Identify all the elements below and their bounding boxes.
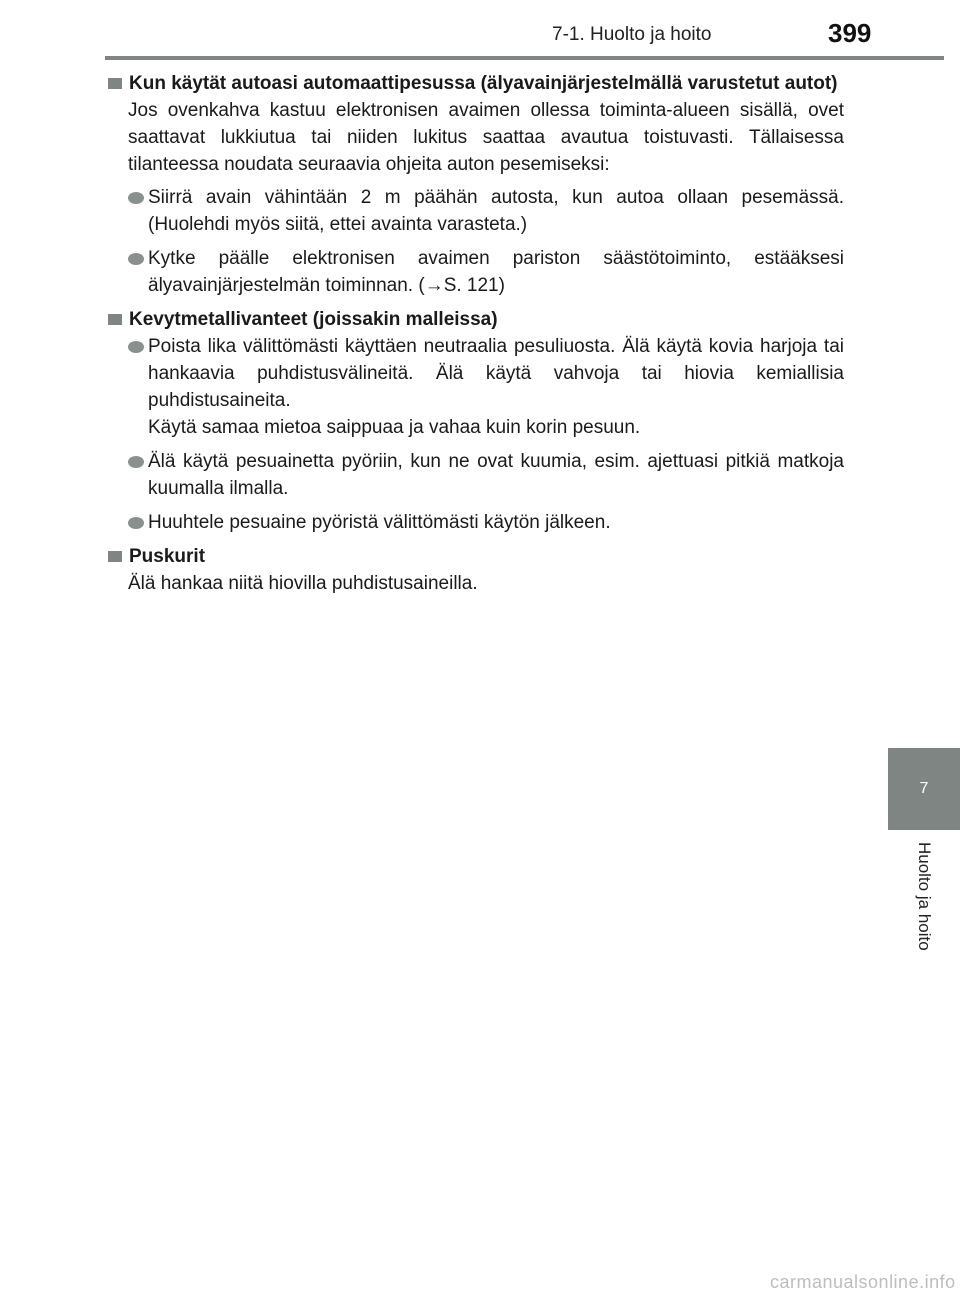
circle-bullet-icon (128, 456, 144, 468)
chapter-title-vertical: Huolto ja hoito (915, 842, 934, 951)
square-bullet-icon (108, 551, 122, 562)
list-item-text: Huuhtele pesuaine pyöristä välittömästi käytön jälkeen. (148, 512, 611, 533)
list-item-text: Siirrä avain vähintään 2 m päähän autosta, kun autoa ollaan pesemässä. (Huolehdi myös siitä, ettei avainta varasteta.) (148, 187, 844, 235)
list-item-text: Kytke päälle elektronisen avaimen pariston säästötoiminto, estääksesi älyavainjärjestelmän toiminnan. (→S. 121) (148, 248, 844, 296)
circle-bullet-icon (128, 192, 144, 204)
header-divider (105, 56, 944, 60)
section-heading (108, 543, 844, 570)
list-item (128, 184, 844, 238)
list-item (128, 509, 844, 536)
list-item-text: Älä käytä pesuainetta pyöriin, kun ne ovat kuumia, esim. ajettuasi pitkiä matkoja kuumalla ilmalla. (148, 451, 844, 499)
circle-bullet-icon (128, 341, 144, 353)
list-item (128, 245, 844, 299)
section-bumpers (108, 543, 844, 597)
chapter-tab[interactable] (888, 748, 960, 830)
square-bullet-icon (108, 314, 122, 325)
section-heading-text: Puskurit (129, 546, 206, 567)
circle-bullet-icon (128, 517, 144, 529)
section-alloy-wheels (108, 306, 844, 536)
list-item (128, 448, 844, 502)
section-heading (108, 306, 844, 333)
section-heading (108, 70, 844, 97)
running-header-section: 7-1. Huolto ja hoito (552, 24, 712, 45)
section-heading-text: Kun käytät autoasi automaattipesussa (älyavainjärjestelmällä varustetut autot) (129, 73, 838, 94)
page-number: 399 (828, 18, 872, 48)
section-paragraph: Älä hankaa niitä hiovilla puhdistusaineilla. (128, 573, 478, 594)
circle-bullet-icon (128, 253, 144, 265)
section-automatic-car-wash (108, 70, 844, 299)
list-item-text: Poista lika välittömästi käyttäen neutraalia pesuliuosta. Älä käytä kovia harjoja tai hankaavia puhdistusvälineitä. Älä käytä vahvoja tai hiovia kemiallisia puhdistusaineita. Käytä samaa mietoa saippuaa ja vahaa kuin korin pesuun. (148, 336, 844, 438)
list-item (128, 333, 844, 441)
section-heading-text: Kevytmetallivanteet (joissakin malleissa) (129, 309, 498, 330)
page-content (108, 70, 844, 603)
square-bullet-icon (108, 78, 122, 89)
chapter-number: 7 (919, 780, 929, 797)
watermark: carmanualsonline.info (770, 1272, 956, 1292)
section-paragraph: Jos ovenkahva kastuu elektronisen avaimen ollessa toiminta-alueen sisällä, ovet saattavat lukkiutua tai niiden lukitus saattaa avautua toistuvasti. Tällaisessa tilanteessa noudata seuraavia ohjeita auton pesemiseksi: (128, 100, 844, 175)
